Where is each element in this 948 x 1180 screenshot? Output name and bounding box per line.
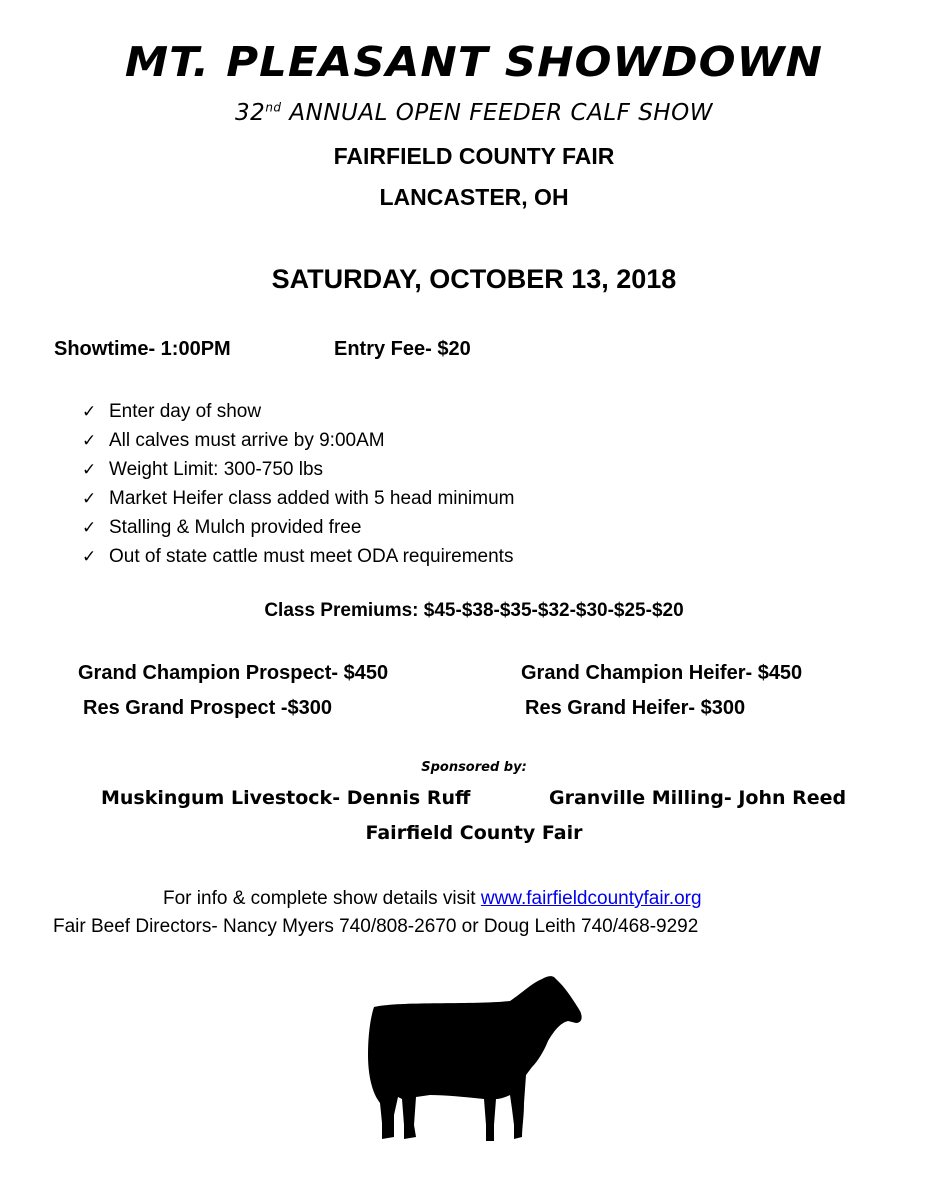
venue-city: LANCASTER, OH [379, 184, 569, 210]
checklist-item [82, 542, 515, 571]
subtitle-ordinal: 32 [235, 100, 266, 126]
res-grand-heifer: Res Grand Heifer- $300 [525, 697, 746, 719]
sponsor-muskingum: Muskingum Livestock- Dennis Ruff [101, 787, 471, 809]
checklist-item-text: All calves must arrive by 9:00AM [109, 430, 385, 451]
checklist-item [82, 484, 515, 513]
sponsored-by-label: Sponsored by: [421, 760, 527, 775]
website-link[interactable]: www.fairfieldcountyfair.org [480, 888, 702, 909]
checkmark-icon: ✓ [82, 402, 97, 421]
subtitle-suffix: nd [265, 100, 282, 115]
checklist-item-text: Weight Limit: 300-750 lbs [109, 459, 324, 480]
rules-checklist [82, 397, 515, 571]
checklist-item-text: Stalling & Mulch provided free [109, 517, 362, 538]
info-line [163, 888, 702, 910]
grand-champion-prospect: Grand Champion Prospect- $450 [78, 662, 389, 684]
entry-fee: Entry Fee- $20 [334, 338, 471, 360]
poster-subtitle [0, 100, 948, 126]
checklist-item-text: Market Heifer class added with 5 head minimum [109, 488, 515, 509]
checkmark-icon: ✓ [82, 518, 97, 537]
res-grand-prospect: Res Grand Prospect -$300 [83, 697, 332, 719]
subtitle-rest: ANNUAL OPEN FEEDER CALF SHOW [281, 100, 713, 126]
checklist-item-text: Enter day of show [109, 401, 262, 422]
venue-name: FAIRFIELD COUNTY FAIR [333, 143, 615, 169]
info-text: For info & complete show details visit [163, 888, 481, 909]
checkmark-icon: ✓ [82, 547, 97, 566]
checkmark-icon: ✓ [82, 460, 97, 479]
checkmark-icon: ✓ [82, 489, 97, 508]
checklist-item-text: Out of state cattle must meet ODA requirements [109, 546, 514, 567]
checklist-item [82, 455, 515, 484]
checkmark-icon: ✓ [82, 431, 97, 450]
showtime: Showtime- 1:00PM [54, 338, 231, 360]
show-date: SATURDAY, OCTOBER 13, 2018 [271, 264, 677, 294]
checklist-item [82, 426, 515, 455]
class-premiums: Class Premiums: $45-$38-$35-$32-$30-$25-$20 [264, 600, 684, 621]
checklist-item [82, 397, 515, 426]
grand-champion-heifer: Grand Champion Heifer- $450 [521, 662, 803, 684]
sponsor-fairfield: Fairfield County Fair [365, 822, 583, 844]
steer-silhouette-icon [360, 975, 586, 1145]
checklist-item [82, 513, 515, 542]
fair-beef-directors: Fair Beef Directors- Nancy Myers 740/808-2670 or Doug Leith 740/468-9292 [53, 916, 699, 937]
poster-title: MT. PLEASANT SHOWDOWN [124, 38, 824, 86]
sponsor-granville: Granville Milling- John Reed [549, 787, 847, 809]
